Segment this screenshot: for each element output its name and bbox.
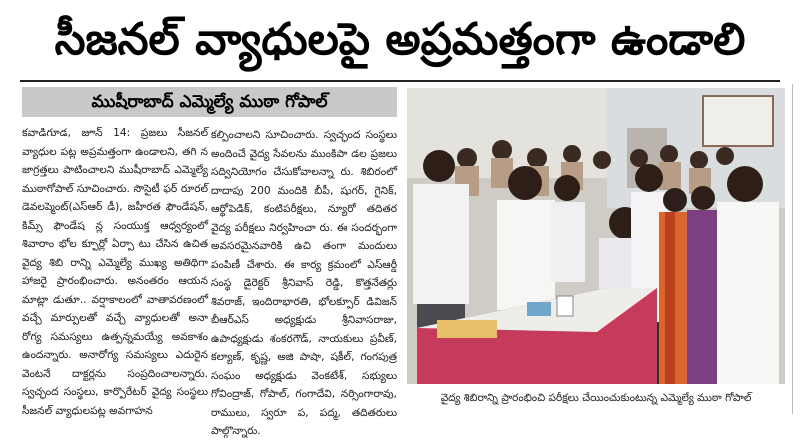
article-column-2: కల్పించాలని సూచించారు. స్వచ్ఛంద సంస్థలు అందించే వైద్య సేవలను ముంకిపా డల ప్రజలు సద్వినియోగం చేసుకోవాలన్నా రు. శిబిరంలో దాదాపు 200 మందికి బీపీ, షుగర్, గైనిక్, ఆర్థోపెడిక్, కంటిపరీక్షలు, న్యూరో తదితర వైద్య పరీక్షలు నిర్వహించా రు. ఈ సందర్భంగా అవసరమైనవారికి ఉచి తంగా మందులు పంపిణీ చేశారు. ఈ కార్య క్రమంలో ఎస్ఆర్డీ సంస్థ డైరెక్టర్ శ్రీనివాస్ రెడ్డి, కొత్తనేతర్లు శివరాజ్, ఇందిరాభారతి, భోలక్పూర్ డివిజన్ బీఆర్ఎస్ అధ్యక్షుడు శ్రీనివాసరాజు, ఉపాధ్యక్షుడు శంకరగౌడ్, నాయకులు ప్రవీణ్, కల్యాణ్, కృష్ణ, అజి పాషా, షకీల్, గంగపుత్ర సంఘం అధ్యక్షుడు వెంకటేశ్, సభ్యులు గోవింద్రాజ్, గోపాల్, గంగాదేవి, నర్సింగారావు, రాములు, స్వరూ ప, పద్మ, తదితరులు పాల్గొన్నారు. — [211, 129, 397, 437]
headline-rule — [20, 80, 780, 82]
subheadline-box — [22, 87, 397, 117]
photo-caption: వైద్య శిబిరాన్ని ప్రారంభించి పరీక్షలు చేయించుకుంటున్న ఎమ్మెల్యే ముఠా గోపాల్ — [440, 392, 752, 404]
subheadline: ముషీరాబాద్ ఎమ్మెల్యే ముఠా గోపాల్ — [91, 92, 328, 112]
article-column-1: కవాడిగూడ, జూన్ 14: ప్రజలు సీజనల్ వ్యాధుల పట్ల అప్రమత్తంగా ఉండాలని, తగి న జాగ్రత్తలు పాటించాలని ముషీరాబాద్ ఎమ్మెల్యే ముఠాగోపాల్ సూచించారు. సొసైటీ ఫర్ రూరల్ డెవలప్మెంట్(ఎస్ఆర్ డీ), జహీరత ఫౌండేషన్, కిమ్స్ ఫౌండేష న్ల సంయుక్త ఆధ్వర్యంలో శివారాం భోల క్పూర్లో ఏర్పా టు చేసిన ఉచిత వైద్య శిబి రాన్ని ఎమ్మెల్యే ముఖ్య అతిథిగా హాజరై ప్రారంభించారు. అనంతరం ఆయన మాట్లా డుతూ.. వర్షాకాలంలో వాతావరణంలో వచ్చే మార్పులతో వచ్చే వ్యాధులతో అనా రోగ్య సమస్యలు ఉత్పన్నమయ్యే అవకాశం ఉందన్నారు. అనారోగ్య సమస్యలు ఎదురైన వెంటనే దాక్టర్లను సంప్రదించాలన్నారు. స్వచ్ఛంద సంస్థలు, కార్పొరేటర్ వైద్య సంస్థలు సీజనల్ వ్యాధులపట్ల అవగాహన — [22, 127, 208, 417]
headline: సీజనల్ వ్యాధులపై అప్రమత్తంగా ఉండాలి — [54, 14, 746, 65]
news-photo — [407, 88, 785, 384]
right-edge-rule — [792, 84, 793, 414]
